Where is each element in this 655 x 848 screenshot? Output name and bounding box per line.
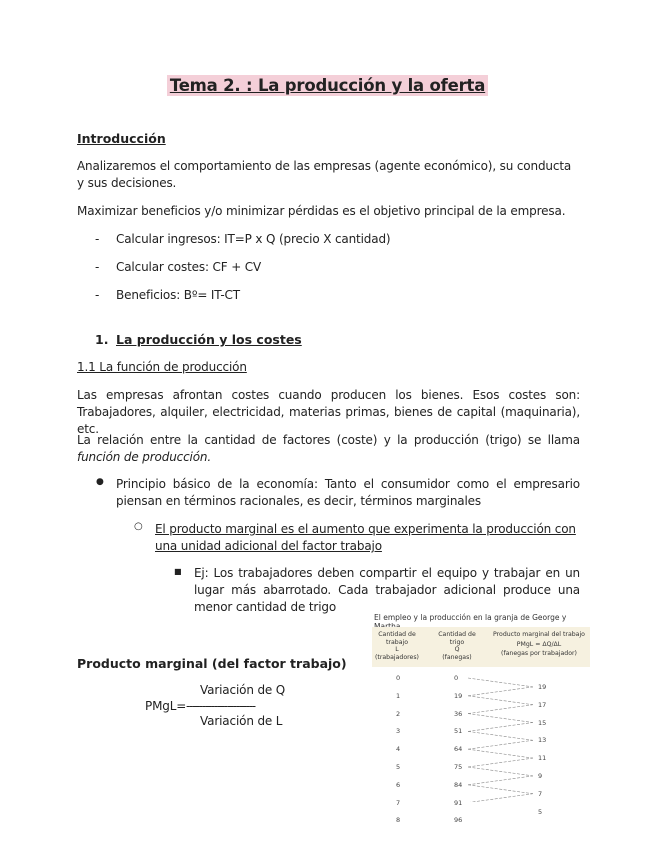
connector-line [468,776,533,785]
bullet-marginal-definition: El producto marginal es el aumento que experimenta la producción con una unidad adicional del factor trabajo [155,522,576,553]
output-value: 84 [454,780,463,789]
formula-fraction-line: ---------------------- [186,699,255,713]
header-output-line: (fanegas) [442,653,472,661]
section-paragraph-1: Las empresas afrontan costes cuando producen los bienes. Esos costes son: Trabajadores, alquiler, electricidad, materias primas, bienes de capital (maquinaria), etc. [77,388,580,436]
marginal-value: 11 [538,754,547,763]
header-output-line: Cantidad de [438,631,476,638]
italic-term: función de producción. [77,450,212,464]
output-value: 64 [454,745,463,754]
labor-value: 4 [396,745,401,754]
header-output-line: Q [454,646,460,653]
header-marginal-line: (fanegas por trabajador) [501,650,577,657]
output-value: 51 [454,727,463,736]
labor-value: 6 [396,780,401,789]
bullet-example: Ej: Los trabajadores deben compartir el equipo y trabajar en un lugar más abarrotado. Cada trabajador adicional produce una menor cantidad de trigo [194,566,580,614]
header-marginal-line: PMgL = ΔQ/ΔL [516,640,562,648]
output-value: 19 [454,691,463,700]
section-paragraph-2 [77,432,580,466]
output-value: 36 [454,709,463,718]
intro-paragraph-2: Maximizar beneficios y/o minimizar pérdidas es el objetivo principal de la empresa. [77,204,566,218]
output-value: 75 [454,763,463,771]
connector-line [468,767,533,776]
formula-heading: Producto marginal (del factor trabajo) [77,656,347,671]
bullet-circle-icon: ○ [134,521,143,532]
intro-bullet-2: Calcular costes: CF + CV [116,260,262,274]
intro-bullet-3: Beneficios: Bº= IT-CT [116,288,240,302]
header-labor-line: trabajo [386,638,408,646]
labor-value: 8 [396,816,401,825]
header-labor-line: Cantidad de [378,631,416,638]
connector-line [468,714,533,723]
output-value: 0 [454,674,459,682]
connector-line [468,687,533,696]
connector-line [468,785,533,794]
output-value: 96 [454,816,463,825]
page-title: Tema 2. : La producción y la oferta [167,75,488,96]
connector-line [468,740,533,749]
marginal-value: 15 [538,718,547,727]
connector-line [468,678,533,687]
intro-paragraph-1: Analizaremos el comportamiento de las empresas (agente económico), su conducta y sus decisiones. [77,159,572,190]
intro-heading: Introducción [77,131,166,146]
section-heading: La producción y los costes [116,332,302,347]
intro-bullet-1: Calcular ingresos: IT=P x Q (precio X cantidad) [116,232,391,246]
connector-line [468,696,533,705]
section-number: 1. [95,332,109,347]
marginal-value: 7 [538,789,543,798]
labor-value: 2 [396,709,401,718]
production-table-figure [368,612,590,825]
marginal-product-connectors [368,612,590,802]
dash-bullet: - [95,288,100,302]
header-output-line: trigo [449,638,465,646]
formula-numerator: Variación de Q [200,683,286,697]
marginal-value: 17 [538,700,547,709]
subsection-heading: 1.1 La función de producción [77,360,247,374]
connector-line [468,749,533,758]
labor-value: 1 [396,691,401,700]
connector-line [468,705,533,714]
marginal-value: 9 [538,771,543,780]
bullet-square-icon: ■ [174,567,182,576]
header-labor-line: L [395,646,399,653]
formula-denominator: Variación de L [200,714,283,728]
labor-value: 5 [396,763,401,771]
dash-bullet: - [95,260,100,274]
header-labor-line: (trabajadores) [375,653,419,661]
header-marginal-line: Producto marginal del trabajo [493,631,585,638]
dash-bullet: - [95,232,100,246]
bullet-dot-icon: ● [96,477,104,487]
labor-value: 3 [396,727,401,736]
figure-title: El empleo y la producción en la granja de George y [374,613,567,622]
connector-line [468,758,533,767]
connector-line [468,794,533,802]
connector-line [468,723,533,732]
connector-line [468,731,533,740]
labor-value: 0 [396,674,401,682]
paragraph-text: La relación entre la cantidad de factores (coste) y la producción (trigo) se llama [77,433,580,447]
bullet-principle: Principio básico de la economía: Tanto el consumidor como el empresario piensan en términos racionales, es decir, términos marginales [116,477,580,508]
marginal-value: 19 [538,682,547,691]
page-title-wrap [0,76,655,95]
marginal-value: 5 [538,807,543,816]
output-value: 91 [454,798,463,807]
formula-lhs: PMgL= [145,699,187,713]
marginal-value: 13 [538,736,547,745]
labor-value: 7 [396,798,401,807]
